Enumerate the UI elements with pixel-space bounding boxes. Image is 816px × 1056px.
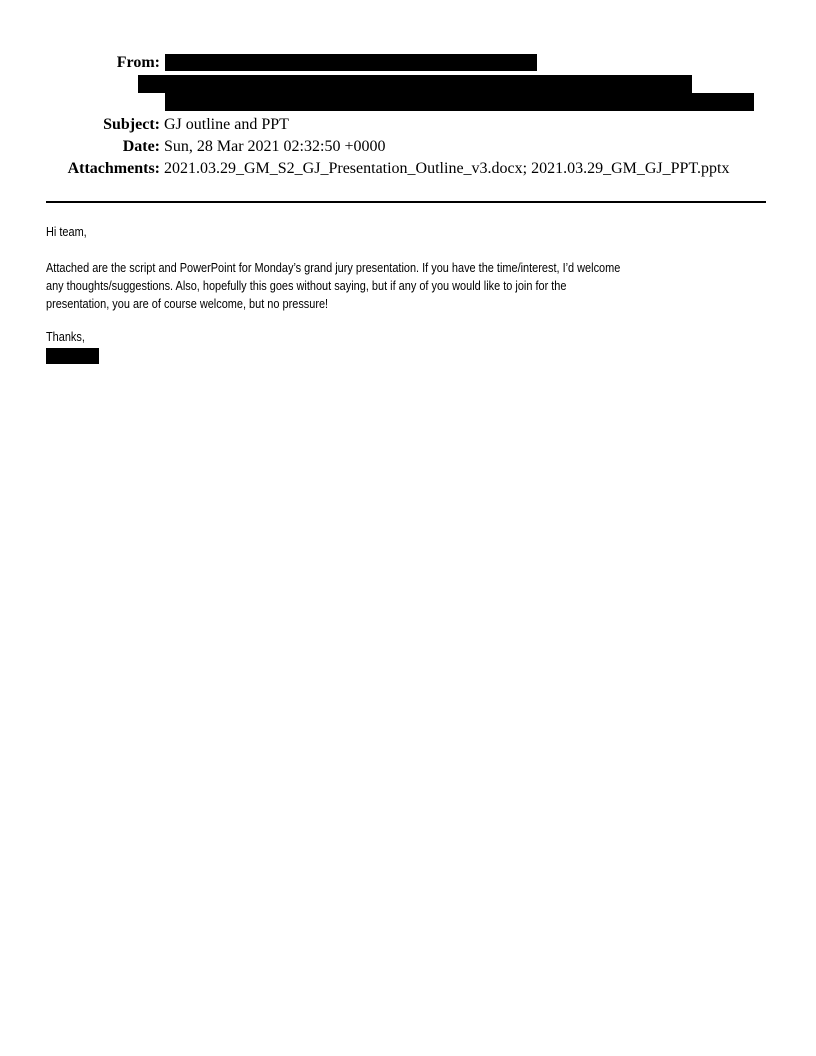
header-divider bbox=[46, 201, 766, 203]
email-header bbox=[0, 0, 816, 200]
date-value: Sun, 28 Mar 2021 02:32:50 +0000 bbox=[164, 138, 386, 155]
redacted-recipients bbox=[138, 75, 692, 93]
redacted-signature bbox=[46, 348, 99, 364]
body-line: Attached are the script and PowerPoint for Monday’s grand jury presentation. If you have the time/interest, I’d welcome bbox=[46, 261, 621, 275]
redacted-from bbox=[165, 54, 537, 71]
attachments-label: Attachments: bbox=[67, 160, 160, 177]
body-line: presentation, you are of course welcome, but no pressure! bbox=[46, 297, 329, 311]
attachments-value[interactable]: 2021.03.29_GM_S2_GJ_Presentation_Outline_v3.docx; 2021.03.29_GM_GJ_PPT.pptx bbox=[164, 160, 730, 177]
body-line: any thoughts/suggestions. Also, hopefully this goes without saying, but if any of you would like to join for the bbox=[46, 279, 567, 293]
greeting: Hi team, bbox=[46, 225, 87, 239]
subject-label: Subject: bbox=[103, 116, 160, 133]
signoff: Thanks, bbox=[46, 330, 85, 344]
date-label: Date: bbox=[122, 138, 160, 155]
from-label: From: bbox=[116, 54, 160, 71]
redacted-recipients bbox=[165, 93, 754, 111]
subject-value: GJ outline and PPT bbox=[164, 116, 289, 133]
